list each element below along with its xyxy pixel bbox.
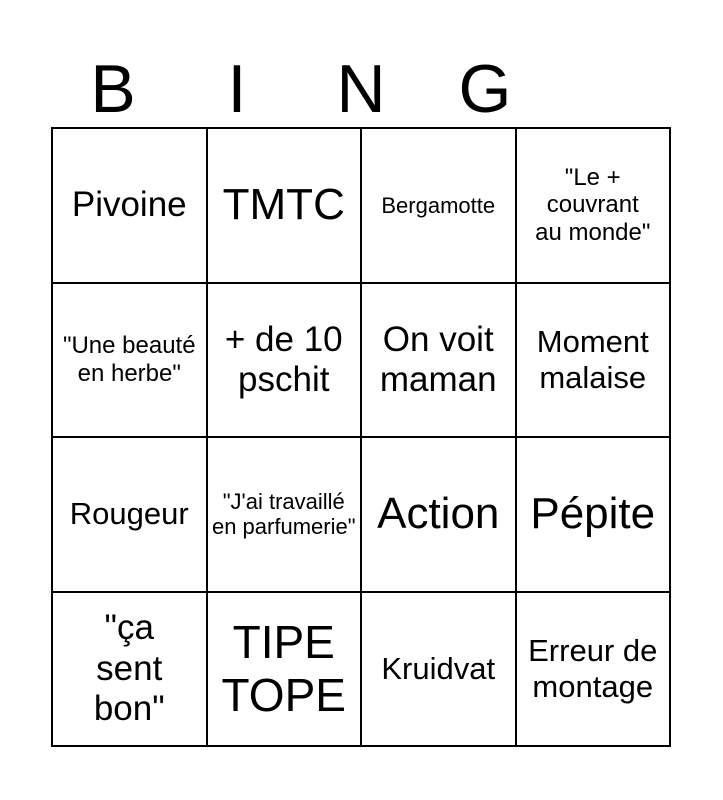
cell-text: TMTC — [222, 179, 345, 229]
bingo-cell[interactable] — [517, 284, 672, 439]
header-letter-g: G — [458, 51, 512, 127]
cell-text: Action — [377, 488, 500, 538]
bingo-cell[interactable] — [517, 129, 672, 284]
bingo-cell[interactable] — [53, 129, 208, 284]
bingo-cell[interactable] — [208, 593, 363, 748]
cell-text: On voit maman — [379, 319, 497, 399]
cell-text: Rougeur — [69, 496, 189, 532]
cell-text: "J'ai travaillé en parfumerie" — [211, 488, 356, 540]
bingo-header — [51, 50, 671, 128]
cell-text: "ça sent bon" — [93, 608, 165, 728]
cell-text: Erreur de montage — [528, 633, 658, 704]
bingo-cell[interactable] — [208, 438, 363, 593]
header-letter-b: B — [90, 51, 136, 127]
bingo-cell[interactable] — [362, 284, 517, 439]
header-letter-i: I — [227, 51, 247, 127]
bingo-board — [51, 127, 671, 747]
bingo-cell[interactable] — [362, 129, 517, 284]
bingo-cell[interactable] — [517, 438, 672, 593]
bingo-cell[interactable] — [53, 284, 208, 439]
cell-text: Pépite — [530, 488, 656, 538]
cell-text: TIPE TOPE — [221, 615, 346, 721]
cell-text: Kruidvat — [381, 650, 496, 686]
cell-text: Pivoine — [71, 185, 187, 225]
bingo-cell[interactable] — [208, 284, 363, 439]
header-letter-n: N — [336, 51, 386, 127]
bingo-cell[interactable] — [53, 438, 208, 593]
bingo-cell[interactable] — [362, 593, 517, 748]
cell-text: Moment malaise — [536, 324, 649, 395]
bingo-cell[interactable] — [517, 593, 672, 748]
cell-text: "Une beauté en herbe" — [62, 332, 196, 387]
bingo-cell[interactable] — [362, 438, 517, 593]
cell-text: Bergamotte — [381, 192, 496, 218]
bingo-cell[interactable] — [53, 593, 208, 748]
bingo-cell[interactable] — [208, 129, 363, 284]
cell-text: + de 10 pschit — [224, 319, 343, 399]
cell-text: "Le + couvrant au monde" — [535, 163, 651, 247]
